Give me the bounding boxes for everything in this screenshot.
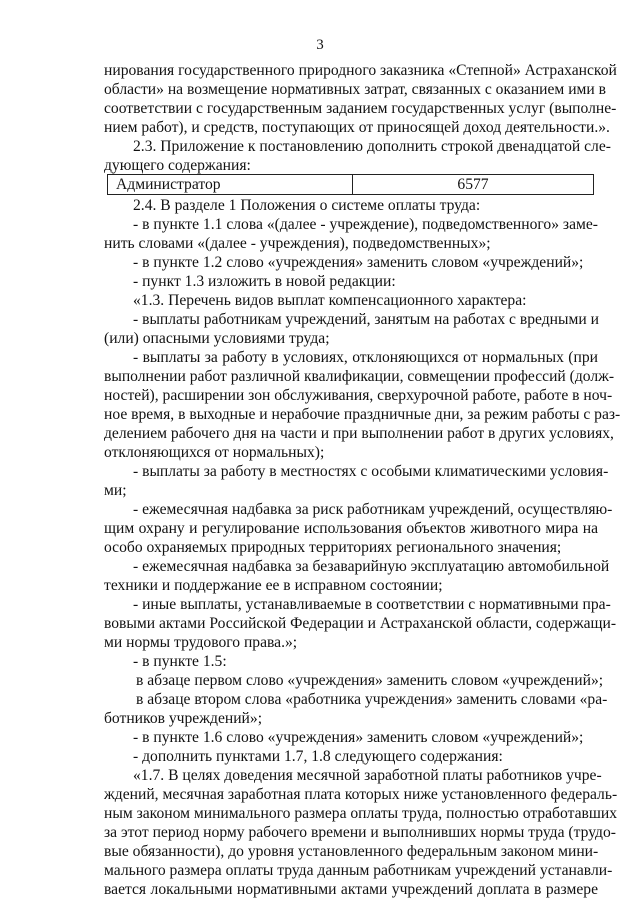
text-line: ми; xyxy=(104,482,127,499)
text-line: ностей), расширении зон обслуживания, сверхурочной работе, работе в ноч- xyxy=(104,387,613,404)
text-line: нить словами «(далее - учреждения), подведомственных»; xyxy=(104,235,491,252)
text-line: ботников учреждений»; xyxy=(104,710,263,727)
text-line: - в пункте 1.1 слова «(далее - учреждение), подведомственного» заме- xyxy=(133,216,598,233)
text-line: ждений, месячная заработная плата которых ниже установленного федераль- xyxy=(104,786,618,803)
appendix-row-table xyxy=(107,174,594,195)
text-line: - выплаты за работу в местностях с особыми климатическими условия- xyxy=(133,463,609,480)
text-line: техники и поддержание ее в исправном состоянии; xyxy=(104,577,443,594)
text-line: особо охраняемых природных территориях регионального значения; xyxy=(104,539,562,556)
text-line: делением рабочего дня на части и при выполнении работ в других условиях, xyxy=(104,425,614,442)
text-line: вовыми актами Российской Федерации и Астраханской области, содержащи- xyxy=(104,615,617,632)
text-line: - ежемесячная надбавка за безаварийную эксплуатацию автомобильной xyxy=(133,558,610,575)
text-line: - выплаты работникам учреждений, занятым на работах с вредными и xyxy=(133,311,599,328)
page-number: 3 xyxy=(316,37,324,53)
text-line: - дополнить пунктами 1.7, 1.8 следующего содержания: xyxy=(133,748,503,765)
text-line: - ежемесячная надбавка за риск работникам учреждений, осуществляю- xyxy=(133,501,613,518)
text-line: нием работ), и средств, поступающих от приносящей доход деятельности.». xyxy=(104,119,610,136)
text-line: - выплаты за работу в условиях, отклоняющихся от нормальных (при xyxy=(133,349,598,366)
text-line: нирования государственного природного заказника «Степной» Астраханской xyxy=(104,62,617,79)
text-line: ное время, в выходные и нерабочие праздничные дни, за режим работы с раз- xyxy=(104,406,621,423)
text-line: выполнении работ различной квалификации, совмещении профессий (долж- xyxy=(104,368,615,385)
text-line: - пункт 1.3 изложить в новой редакции: xyxy=(133,273,396,290)
text-line: мального размера оплаты труда данным работникам учреждений устанавли- xyxy=(104,862,613,879)
text-line: за этот период норму рабочего времени и выполнивших нормы труда (трудо- xyxy=(104,824,616,841)
text-line: - в пункте 1.5: xyxy=(133,653,227,670)
text-line: - в пункте 1.2 слово «учреждения» заменить словом «учреждений»; xyxy=(133,254,584,271)
text-line: области» на возмещение нормативных затрат, связанных с оказанием ими в xyxy=(104,81,607,98)
text-line: - в пункте 1.6 слово «учреждения» заменить словом «учреждений»; xyxy=(133,729,584,746)
text-line: вается локальными нормативными актами учреждений доплата в размере xyxy=(104,881,598,898)
table-cell-value: 6577 xyxy=(457,176,489,193)
text-line: - иные выплаты, устанавливаемые в соответствии с нормативными пра- xyxy=(133,596,611,613)
text-line: отклоняющихся от нормальных); xyxy=(104,444,325,461)
text-line: 2.4. В разделе 1 Положения о системе оплаты труда: xyxy=(133,197,481,214)
text-line: щим охрану и регулирование использования объектов животного мира на xyxy=(104,520,598,537)
text-line: соответствии с государственным заданием государственных услуг (выполне- xyxy=(104,100,617,117)
table-cell-position: Администратор xyxy=(108,175,353,194)
text-line: (или) опасными условиями труда; xyxy=(104,330,330,347)
text-line: ным законом минимального размера оплаты труда, полностью отработавших xyxy=(104,805,618,822)
text-line: ми нормы трудового права.»; xyxy=(104,634,298,651)
text-line: «1.3. Перечень видов выплат компенсационного характера: xyxy=(133,292,527,309)
text-line: 2.3. Приложение к постановлению дополнить строкой двенадцатой сле- xyxy=(133,138,611,155)
text-line: дующего содержания: xyxy=(104,157,251,174)
text-line: в абзаце первом слово «учреждения» заменить словом «учреждений»; xyxy=(136,672,604,689)
text-line: «1.7. В целях доведения месячной заработной платы работников учре- xyxy=(133,767,602,784)
text-line: вые обязанности), до уровня установленного федеральным законом мини- xyxy=(104,843,599,860)
text-line: в абзаце втором слова «работника учреждения» заменить словами «ра- xyxy=(136,691,608,708)
